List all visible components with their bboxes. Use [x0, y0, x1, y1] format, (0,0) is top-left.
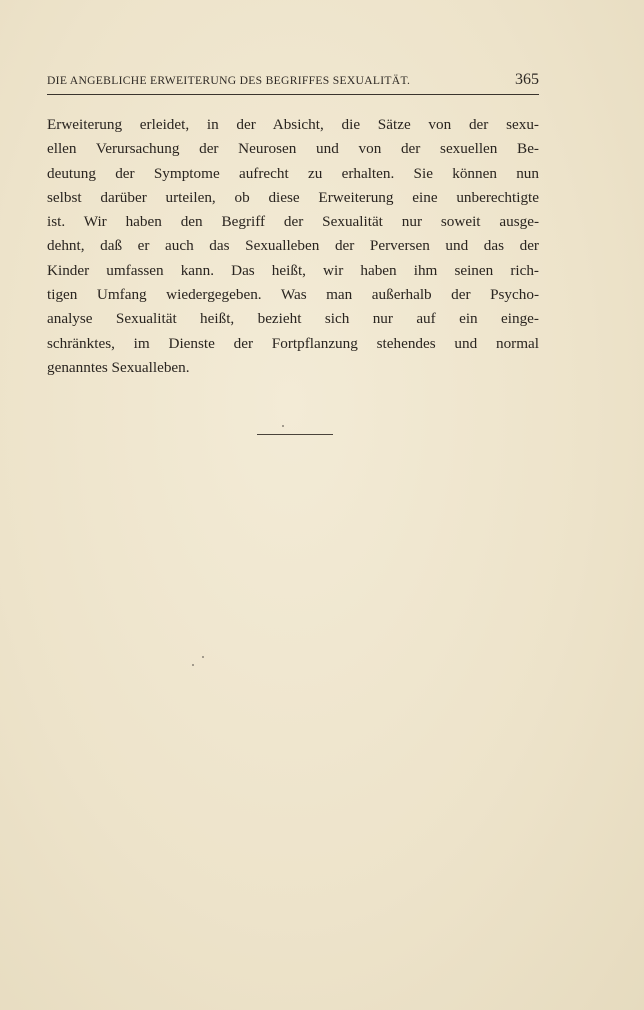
- text-line: schränktes, im Dienste der Fortpflanzung stehendes und normal: [47, 334, 539, 352]
- text-line: deutung der Symptome aufrecht zu erhalten. Sie können nun: [47, 164, 539, 182]
- text-line: Erweiterung erleidet, in der Absicht, die Sätze von der sexu-: [47, 116, 539, 133]
- paper-speck: [202, 656, 204, 658]
- text-line: tigen Umfang wiedergegeben. Was man außerhalb der Psycho-: [47, 286, 539, 304]
- text-line: analyse Sexualität heißt, bezieht sich nur auf ein einge-: [47, 310, 539, 328]
- text-line: ellen Verursachung der Neurosen und von der sexuellen Be-: [47, 140, 539, 158]
- running-head: [47, 72, 539, 95]
- paper-speck: [282, 425, 284, 427]
- paper-speck: [192, 664, 194, 666]
- page-number: 365: [515, 71, 539, 88]
- text-line: ist. Wir haben den Begriff der Sexualität nur soweit ausge-: [47, 213, 539, 231]
- text-line: Kinder umfassen kann. Das heißt, wir haben ihm seinen rich-: [47, 261, 539, 279]
- text-line: selbst darüber urteilen, ob diese Erweiterung eine unberechtigte: [47, 188, 539, 206]
- text-line: dehnt, daß er auch das Sexualleben der Perversen und das der: [47, 237, 539, 255]
- running-head-title: DIE ANGEBLICHE ERWEITERUNG DES BEGRIFFES SEXUALITÄT.: [47, 74, 411, 87]
- text-line-last: genanntes Sexualleben.: [47, 358, 190, 376]
- section-end-rule: [257, 434, 333, 435]
- body-paragraph: [47, 113, 539, 380]
